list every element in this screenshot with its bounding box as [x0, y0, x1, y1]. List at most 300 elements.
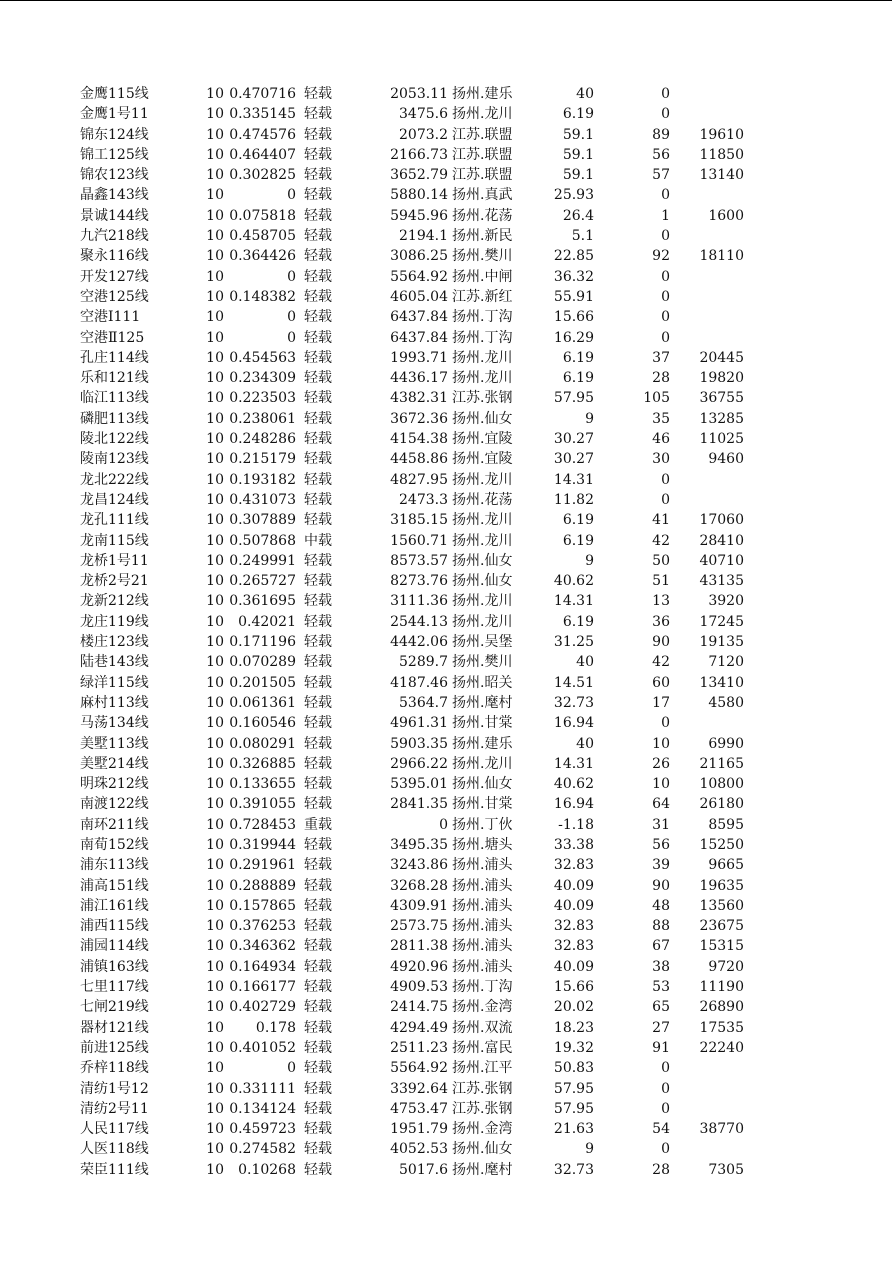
load-status-cell: 轻载: [304, 431, 332, 448]
total-capacity-cell: 36755: [699, 390, 744, 407]
capacity-cell: 5945.96: [390, 207, 448, 224]
voltage-cell: 10: [206, 146, 224, 163]
total-capacity-cell: 22240: [699, 1039, 744, 1056]
count-cell: 26: [652, 755, 670, 772]
count-cell: 46: [652, 431, 670, 448]
total-capacity-cell: 17535: [699, 1019, 744, 1036]
voltage-cell: 10: [206, 1019, 224, 1036]
count-cell: 56: [652, 146, 670, 163]
table-row: [0, 104, 892, 124]
capacity-cell: 3392.64: [390, 1080, 448, 1097]
count-cell: 48: [652, 897, 670, 914]
capacity-cell: 2841.35: [390, 796, 448, 813]
load-status-cell: 轻载: [304, 593, 332, 610]
load-status-cell: 轻载: [304, 309, 332, 326]
capacity-cell: 2544.13: [390, 613, 448, 630]
table-row: [0, 348, 892, 368]
voltage-cell: 10: [206, 86, 224, 102]
load-status-cell: 轻载: [304, 187, 332, 204]
voltage-cell: 10: [206, 836, 224, 853]
capacity-cell: 3672.36: [390, 410, 448, 427]
total-capacity-cell: 13285: [699, 410, 744, 427]
count-cell: 0: [661, 471, 670, 488]
distance-cell: 32.83: [553, 938, 594, 955]
table-row: [0, 673, 892, 693]
load-status-cell: 轻载: [304, 877, 332, 894]
line-name-cell: 绿洋115线: [80, 674, 149, 691]
table-row: [0, 754, 892, 774]
capacity-cell: 4961.31: [390, 715, 448, 732]
total-capacity-cell: 18110: [699, 248, 744, 265]
count-cell: 35: [652, 410, 670, 427]
substation-cell: 扬州.樊川: [452, 654, 513, 671]
distance-cell: 6.19: [562, 512, 594, 529]
voltage-cell: 10: [206, 979, 224, 996]
distance-cell: 59.1: [562, 126, 594, 143]
table-row: [0, 612, 892, 632]
load-status-cell: 轻载: [304, 796, 332, 813]
total-capacity-cell: 13140: [699, 167, 744, 184]
table-row: [0, 165, 892, 185]
load-status-cell: 轻载: [304, 86, 332, 102]
distance-cell: 57.95: [553, 1080, 594, 1097]
table-row: [0, 896, 892, 916]
voltage-cell: 10: [206, 938, 224, 955]
count-cell: 0: [661, 491, 670, 508]
capacity-cell: 5564.92: [390, 268, 448, 285]
top-border-line: [0, 0, 892, 1]
count-cell: 36: [652, 613, 670, 630]
load-rate-cell: 0.288889: [229, 877, 296, 894]
table-row: [0, 429, 892, 449]
capacity-cell: 4753.47: [390, 1100, 448, 1117]
voltage-cell: 10: [206, 552, 224, 569]
substation-cell: 扬州.金湾: [452, 1121, 513, 1138]
load-status-cell: 轻载: [304, 349, 332, 366]
substation-cell: 扬州.建乐: [452, 735, 513, 752]
line-name-cell: 空港Ⅱ125: [80, 329, 145, 346]
line-name-cell: 聚永116线: [80, 248, 149, 265]
line-name-cell: 七闸219线: [80, 999, 149, 1016]
load-status-cell: 轻载: [304, 268, 332, 285]
capacity-cell: 1993.71: [390, 349, 448, 366]
substation-cell: 扬州.仙女: [452, 410, 513, 427]
load-status-cell: 轻载: [304, 674, 332, 691]
table-row: [0, 1058, 892, 1078]
load-rate-cell: 0.160546: [229, 715, 296, 732]
load-status-cell: 轻载: [304, 938, 332, 955]
count-cell: 88: [652, 918, 670, 935]
count-cell: 91: [652, 1039, 670, 1056]
total-capacity-cell: 9665: [708, 857, 744, 874]
substation-cell: 扬州.麾村: [452, 1161, 513, 1178]
capacity-cell: 2811.38: [390, 938, 448, 955]
capacity-cell: 5880.14: [390, 187, 448, 204]
load-rate-cell: 0.42021: [238, 613, 296, 630]
load-rate-cell: 0.134124: [229, 1100, 296, 1117]
distance-cell: 33.38: [553, 836, 594, 853]
line-name-cell: 锦农123线: [80, 167, 149, 184]
load-rate-cell: 0.364426: [229, 248, 296, 265]
substation-cell: 扬州.金湾: [452, 999, 513, 1016]
load-status-cell: 轻载: [304, 999, 332, 1016]
total-capacity-cell: 19820: [699, 370, 744, 387]
load-status-cell: 轻载: [304, 1019, 332, 1036]
capacity-cell: 2166.73: [390, 146, 448, 163]
substation-cell: 扬州.浦头: [452, 938, 513, 955]
load-status-cell: 轻载: [304, 836, 332, 853]
count-cell: 0: [661, 268, 670, 285]
load-status-cell: 轻载: [304, 552, 332, 569]
load-rate-cell: 0.335145: [229, 106, 296, 123]
load-rate-cell: 0.171196: [229, 634, 296, 651]
table-row: [0, 185, 892, 205]
count-cell: 0: [661, 1080, 670, 1097]
load-rate-cell: 0.376253: [229, 918, 296, 935]
capacity-cell: 2053.11: [390, 86, 448, 102]
load-status-cell: 轻载: [304, 654, 332, 671]
voltage-cell: 10: [206, 248, 224, 265]
count-cell: 37: [652, 349, 670, 366]
line-name-cell: 龙庄119线: [80, 613, 149, 630]
capacity-cell: 3495.35: [390, 836, 448, 853]
load-status-cell: 轻载: [304, 918, 332, 935]
total-capacity-cell: 11025: [699, 431, 744, 448]
count-cell: 67: [652, 938, 670, 955]
voltage-cell: 10: [206, 471, 224, 488]
distance-cell: 6.19: [562, 370, 594, 387]
substation-cell: 扬州.花荡: [452, 207, 513, 224]
load-rate-cell: 0.391055: [229, 796, 296, 813]
total-capacity-cell: 19135: [699, 634, 744, 651]
count-cell: 0: [661, 309, 670, 326]
count-cell: 39: [652, 857, 670, 874]
count-cell: 92: [652, 248, 670, 265]
distance-cell: 6.19: [562, 613, 594, 630]
load-rate-cell: 0.164934: [229, 958, 296, 975]
substation-cell: 扬州.江平: [452, 1060, 513, 1077]
count-cell: 0: [661, 329, 670, 346]
voltage-cell: 10: [206, 309, 224, 326]
voltage-cell: 10: [206, 796, 224, 813]
line-name-cell: 浦高151线: [80, 877, 149, 894]
line-name-cell: 孔庄114线: [80, 349, 149, 366]
voltage-cell: 10: [206, 816, 224, 833]
count-cell: 28: [652, 370, 670, 387]
count-cell: 89: [652, 126, 670, 143]
load-status-cell: 轻载: [304, 979, 332, 996]
distance-cell: 16.94: [553, 796, 594, 813]
voltage-cell: 10: [206, 268, 224, 285]
capacity-cell: 4187.46: [390, 674, 448, 691]
load-status-cell: 轻载: [304, 146, 332, 163]
substation-cell: 扬州.甘棠: [452, 796, 513, 813]
line-name-cell: 美墅214线: [80, 755, 149, 772]
load-status-cell: 轻载: [304, 390, 332, 407]
distance-cell: 30.27: [553, 431, 594, 448]
load-rate-cell: 0: [287, 1060, 296, 1077]
load-status-cell: 轻载: [304, 958, 332, 975]
voltage-cell: 10: [206, 1121, 224, 1138]
load-status-cell: 轻载: [304, 491, 332, 508]
line-name-cell: 龙新212线: [80, 593, 149, 610]
voltage-cell: 10: [206, 228, 224, 245]
load-rate-cell: 0.346362: [229, 938, 296, 955]
line-name-cell: 开发127线: [80, 268, 149, 285]
voltage-cell: 10: [206, 918, 224, 935]
count-cell: 64: [652, 796, 670, 813]
substation-cell: 扬州.新民: [452, 228, 513, 245]
table-row: [0, 734, 892, 754]
load-status-cell: 轻载: [304, 1141, 332, 1158]
count-cell: 41: [652, 512, 670, 529]
total-capacity-cell: 21165: [699, 755, 744, 772]
line-name-cell: 龙桥1号11: [80, 552, 149, 569]
table-row: [0, 490, 892, 510]
load-status-cell: 轻载: [304, 735, 332, 752]
substation-cell: 扬州.樊川: [452, 248, 513, 265]
load-status-cell: 轻载: [304, 897, 332, 914]
distance-cell: 32.73: [553, 694, 594, 711]
substation-cell: 扬州.仙女: [452, 776, 513, 793]
total-capacity-cell: 17245: [699, 613, 744, 630]
line-name-cell: 锦东124线: [80, 126, 149, 143]
count-cell: 10: [652, 735, 670, 752]
capacity-cell: 5903.35: [390, 735, 448, 752]
total-capacity-cell: 28410: [699, 532, 744, 549]
capacity-cell: 4154.38: [390, 431, 448, 448]
capacity-cell: 3652.79: [390, 167, 448, 184]
load-rate-cell: 0.075818: [229, 207, 296, 224]
capacity-cell: 4442.06: [390, 634, 448, 651]
total-capacity-cell: 13560: [699, 897, 744, 914]
load-rate-cell: 0.148382: [229, 288, 296, 305]
table-row: [0, 449, 892, 469]
substation-cell: 扬州.塘头: [452, 836, 513, 853]
substation-cell: 扬州.浦头: [452, 918, 513, 935]
voltage-cell: 10: [206, 1100, 224, 1117]
table-row: [0, 1079, 892, 1099]
capacity-cell: 2414.75: [390, 999, 448, 1016]
distance-cell: 15.66: [553, 979, 594, 996]
total-capacity-cell: 19610: [699, 126, 744, 143]
capacity-cell: 6437.84: [390, 329, 448, 346]
table-row: [0, 388, 892, 408]
voltage-cell: 10: [206, 634, 224, 651]
load-status-cell: 轻载: [304, 634, 332, 651]
distance-cell: 21.63: [553, 1121, 594, 1138]
substation-cell: 扬州.龙川: [452, 349, 513, 366]
distance-cell: 9: [585, 410, 594, 427]
line-name-cell: 龙桥2号21: [80, 573, 149, 590]
line-name-cell: 器材121线: [80, 1019, 149, 1036]
distance-cell: 32.83: [553, 857, 594, 874]
capacity-cell: 5395.01: [390, 776, 448, 793]
table-row: [0, 835, 892, 855]
distance-cell: 32.83: [553, 918, 594, 935]
voltage-cell: 10: [206, 897, 224, 914]
substation-cell: 扬州.昭关: [452, 674, 513, 691]
load-rate-cell: 0.319944: [229, 836, 296, 853]
voltage-cell: 10: [206, 674, 224, 691]
voltage-cell: 10: [206, 654, 224, 671]
load-status-cell: 轻载: [304, 451, 332, 468]
table-row: [0, 1160, 892, 1180]
voltage-cell: 10: [206, 1039, 224, 1056]
substation-cell: 扬州.龙川: [452, 106, 513, 123]
distance-cell: 15.66: [553, 309, 594, 326]
table-row: [0, 957, 892, 977]
total-capacity-cell: 43135: [699, 573, 744, 590]
substation-cell: 扬州.花荡: [452, 491, 513, 508]
voltage-cell: 10: [206, 735, 224, 752]
load-rate-cell: 0.248286: [229, 431, 296, 448]
load-status-cell: 轻载: [304, 1039, 332, 1056]
substation-cell: 扬州.龙川: [452, 471, 513, 488]
total-capacity-cell: 23675: [699, 918, 744, 935]
count-cell: 28: [652, 1161, 670, 1178]
count-cell: 65: [652, 999, 670, 1016]
load-status-cell: 轻载: [304, 1121, 332, 1138]
capacity-cell: 8273.76: [390, 573, 448, 590]
distance-cell: 22.85: [553, 248, 594, 265]
line-name-cell: 乔梓118线: [80, 1060, 149, 1077]
count-cell: 0: [661, 1100, 670, 1117]
distance-cell: 16.94: [553, 715, 594, 732]
table-row: [0, 287, 892, 307]
load-status-cell: 轻载: [304, 106, 332, 123]
distance-cell: 40: [576, 654, 594, 671]
voltage-cell: 10: [206, 329, 224, 346]
capacity-cell: 3243.86: [390, 857, 448, 874]
count-cell: 10: [652, 776, 670, 793]
line-name-cell: 南荀152线: [80, 836, 149, 853]
line-name-cell: 金鹰1号11: [80, 106, 149, 123]
load-status-cell: 轻载: [304, 228, 332, 245]
distance-cell: -1.18: [558, 816, 594, 833]
capacity-cell: 2966.22: [390, 755, 448, 772]
line-name-cell: 浦西115线: [80, 918, 149, 935]
load-status-cell: 轻载: [304, 694, 332, 711]
substation-cell: 扬州.浦头: [452, 897, 513, 914]
distance-cell: 18.23: [553, 1019, 594, 1036]
table-row: [0, 145, 892, 165]
voltage-cell: 10: [206, 857, 224, 874]
distance-cell: 40.62: [553, 573, 594, 590]
capacity-cell: 4052.53: [390, 1141, 448, 1158]
load-status-cell: 轻载: [304, 1100, 332, 1117]
substation-cell: 扬州.龙川: [452, 370, 513, 387]
load-status-cell: 中载: [304, 532, 332, 549]
voltage-cell: 10: [206, 1080, 224, 1097]
substation-cell: 扬州.中闸: [452, 268, 513, 285]
count-cell: 0: [661, 715, 670, 732]
table-row: [0, 876, 892, 896]
line-name-cell: 龙南115线: [80, 532, 149, 549]
substation-cell: 扬州.丁伙: [452, 816, 513, 833]
load-status-cell: 轻载: [304, 410, 332, 427]
total-capacity-cell: 9460: [708, 451, 744, 468]
table-row: [0, 693, 892, 713]
line-name-cell: 景诚144线: [80, 207, 149, 224]
load-status-cell: 轻载: [304, 857, 332, 874]
capacity-cell: 4458.86: [390, 451, 448, 468]
line-name-cell: 南渡122线: [80, 796, 149, 813]
capacity-cell: 3268.28: [390, 877, 448, 894]
load-status-cell: 轻载: [304, 329, 332, 346]
capacity-cell: 5289.7: [399, 654, 448, 671]
distance-cell: 6.19: [562, 532, 594, 549]
capacity-cell: 4436.17: [390, 370, 448, 387]
load-status-cell: 轻载: [304, 755, 332, 772]
load-status-cell: 轻载: [304, 573, 332, 590]
substation-cell: 扬州.龙川: [452, 613, 513, 630]
load-rate-cell: 0.470716: [229, 86, 296, 102]
count-cell: 0: [661, 228, 670, 245]
distance-cell: 40.09: [553, 877, 594, 894]
count-cell: 13: [652, 593, 670, 610]
line-name-cell: 龙昌124线: [80, 491, 149, 508]
line-name-cell: 陵北122线: [80, 431, 149, 448]
voltage-cell: 10: [206, 1161, 224, 1178]
distance-cell: 6.19: [562, 106, 594, 123]
line-name-cell: 临江113线: [80, 390, 149, 407]
voltage-cell: 10: [206, 410, 224, 427]
distance-cell: 9: [585, 1141, 594, 1158]
substation-cell: 扬州.仙女: [452, 1141, 513, 1158]
line-name-cell: 七里117线: [80, 979, 149, 996]
line-name-cell: 人民117线: [80, 1121, 149, 1138]
substation-cell: 扬州.仙女: [452, 573, 513, 590]
substation-cell: 扬州.龙川: [452, 593, 513, 610]
total-capacity-cell: 11190: [699, 979, 744, 996]
capacity-cell: 2573.75: [390, 918, 448, 935]
distance-cell: 26.4: [562, 207, 594, 224]
load-rate-cell: 0.201505: [229, 674, 296, 691]
load-rate-cell: 0.454563: [229, 349, 296, 366]
total-capacity-cell: 11850: [699, 146, 744, 163]
count-cell: 42: [652, 532, 670, 549]
load-status-cell: 轻载: [304, 1060, 332, 1077]
count-cell: 27: [652, 1019, 670, 1036]
voltage-cell: 10: [206, 126, 224, 143]
voltage-cell: 10: [206, 613, 224, 630]
load-status-cell: 轻载: [304, 512, 332, 529]
load-rate-cell: 0: [287, 329, 296, 346]
table-row: [0, 328, 892, 348]
voltage-cell: 10: [206, 1141, 224, 1158]
substation-cell: 江苏.新红: [452, 288, 513, 305]
load-rate-cell: 0.070289: [229, 654, 296, 671]
table-row: [0, 794, 892, 814]
count-cell: 60: [652, 674, 670, 691]
load-rate-cell: 0.061361: [229, 694, 296, 711]
table-row: [0, 1139, 892, 1159]
voltage-cell: 10: [206, 532, 224, 549]
load-status-cell: 轻载: [304, 248, 332, 265]
table-row: [0, 368, 892, 388]
count-cell: 90: [652, 877, 670, 894]
voltage-cell: 10: [206, 167, 224, 184]
table-row: [0, 855, 892, 875]
distance-cell: 20.02: [553, 999, 594, 1016]
load-rate-cell: 0.274582: [229, 1141, 296, 1158]
load-rate-cell: 0: [287, 268, 296, 285]
load-rate-cell: 0.291961: [229, 857, 296, 874]
table-row: [0, 125, 892, 145]
capacity-cell: 1951.79: [390, 1121, 448, 1138]
substation-cell: 江苏.张钢: [452, 1080, 513, 1097]
